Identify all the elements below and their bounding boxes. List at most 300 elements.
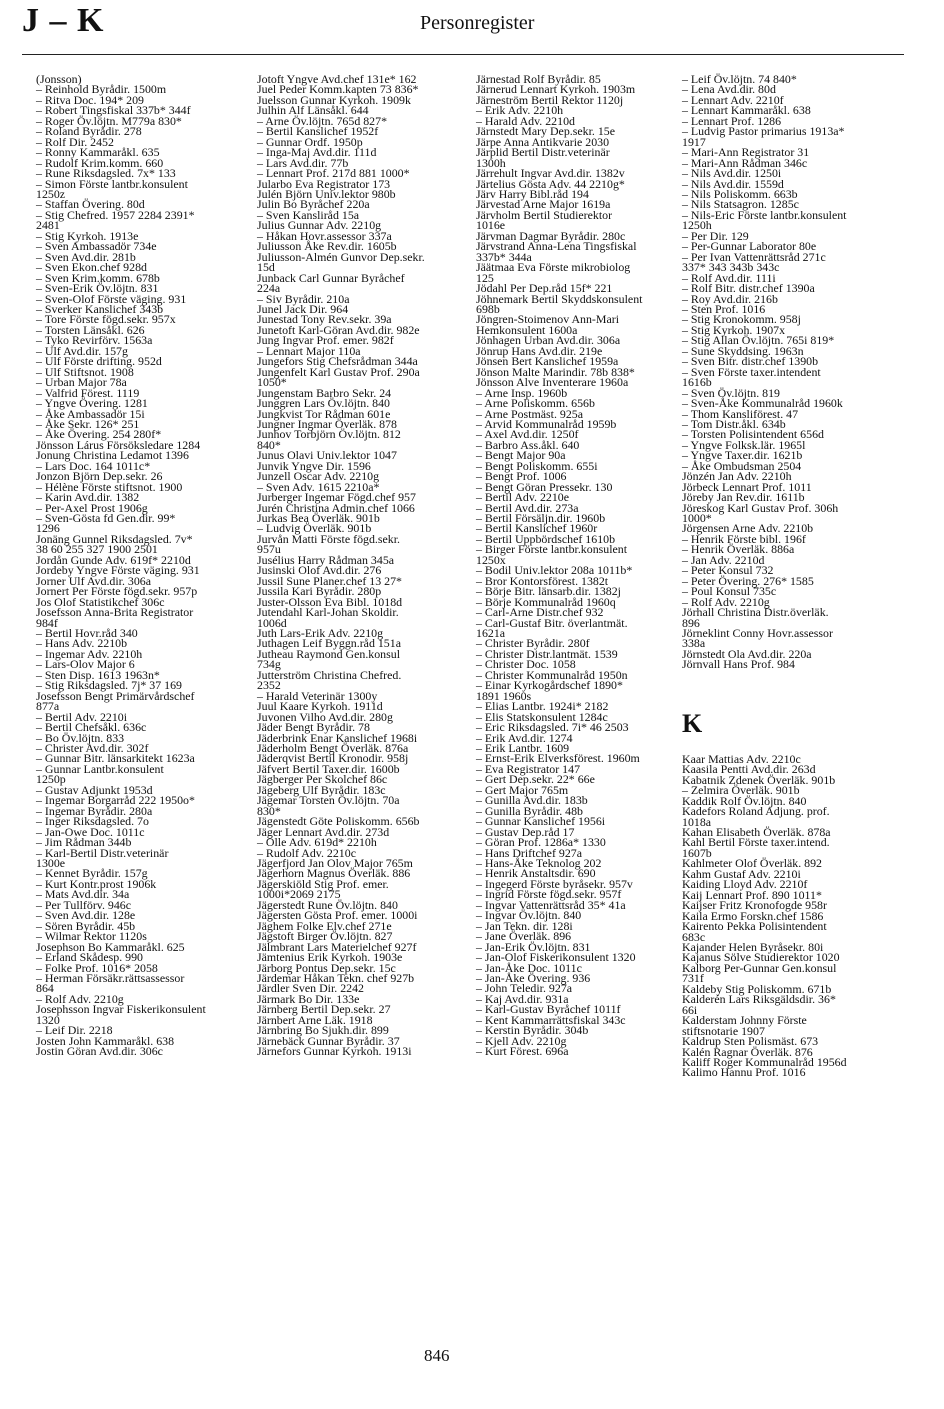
index-entry: – Roger Öv.löjtn. M779a 830* [36,113,182,128]
index-entry: – Jan-Erik Öv.löjtn. 831 [476,939,591,954]
index-entry: 337* 343 343b 343c [682,260,780,275]
index-entry: – Lena Avd.dir. 80d [682,82,776,97]
index-entry: Jönrup Hans Avd.dir. 219e [476,343,603,358]
index-entry: – Jan Adv. 2210d [682,552,765,567]
index-entry: Kaiding Lloyd Adv. 2210f [682,877,808,892]
index-entry: Jussila Kari Byrådir. 280p [257,584,382,599]
index-entry: – Elis Statskonsulent 1284c [476,709,608,724]
index-entry: – Ernst-Erik Elverksförest. 1960m [476,751,640,766]
index-entry: Järborg Pontus Dep.sekr. 15c [257,960,396,975]
index-entry: Jägerstedt Rune Öv.löjtn. 840 [257,897,398,912]
index-entry: Jägerskiöld Stig Prof. emer. [257,876,389,891]
index-entry: 125 [476,270,494,285]
index-entry: – Åke Sekr. 126* 251 [36,416,140,431]
index-entry: – Olle Adv. 619d* 2210h [257,835,377,850]
index-entry: Jornert Per Förste fögd.sekr. 957p [36,584,198,599]
index-entry: Jönzén Jan Adv. 2210h [682,469,792,484]
index-entry: 840* [257,437,281,452]
index-entry: Jönson Malte Marindir. 78b 838* [476,364,635,379]
index-entry: Järmark Bo Dir. 133e [257,991,360,1006]
index-entry: – Per-Gunnar Laborator 80e [682,239,817,254]
index-entry: – Herman Försäkr.rättsassessor [36,970,185,985]
index-entry: – Sven-Åke Kommunalråd 1960k [682,396,843,411]
index-entry: – Ingemar Adv. 2210h [36,646,143,661]
index-entry: – Rolf Adv. 2210g [36,991,124,1006]
index-entry: – Kurt Kontr.prost 1906k [36,876,157,891]
index-entry: – Thom Kansliförest. 47 [682,406,799,421]
index-entry: Jungkvist Tor Rådman 601e [257,406,391,421]
index-entry: Jäderqvist Bertil Kronodir. 958j [257,751,409,766]
index-entry: – Sven-Olof Förste väging. 931 [36,291,187,306]
index-entry: 38 60 255 327 1900 2501 [36,542,158,557]
index-entry: 1250h [682,218,712,233]
index-entry: – Lennart Major 110a [257,343,361,358]
index-entry: Jörneklint Conny Hovr.assessor [682,626,833,641]
index-entry: Julhin Alf Länsåkl. 644 [257,103,369,118]
index-entry: – Sten Prof. 1016 [682,301,766,316]
section-letters: J – K [22,2,105,39]
index-entry: – Stig Kyrkoh. 1913e [36,228,139,243]
index-entry: 698b [476,301,500,316]
index-entry: – Rolf Dir. 2452 [36,134,114,149]
section-heading-k: K [682,708,703,738]
index-entry: Kaliff Roger Kommunalråd 1956d [682,1054,847,1069]
index-entry: Kalén Ragnar Överläk. 876 [682,1044,813,1059]
index-entry: 66i [682,1002,698,1017]
index-entry: 864 [36,981,54,996]
index-entry: – Jan Tekn. dir. 128i [476,918,573,933]
index-entry: – Nils Avd.dir. 1559d [682,176,784,191]
index-entry: – Jane Överläk. 896 [476,929,572,944]
index-entry: – Mari-Ann Registrator 31 [682,145,810,160]
index-entry: Jutendahl Karl-Johan Skoldir. [257,605,399,620]
index-entry: – Rolf Adv. 2210g [682,594,770,609]
index-entry: Jungner Ingmar Överläk. 878 [257,416,398,431]
index-entry: – Torsten Länsåkl. 626 [36,322,145,337]
index-entry: Jägerfjord Jan Olov Major 765m [257,855,413,870]
index-entry: Kaij Lennart Prof. 890 1011* [682,887,822,902]
index-entry: – Börje Kommunalråd 1960q [476,594,616,609]
index-entry: – Eva Registrator 147 [476,761,581,776]
column-2 [257,74,473,1057]
index-entry: Kaijser Fritz Kronofogde 958r [682,898,827,913]
index-entry: Josten John Kammaråkl. 638 [36,1033,175,1048]
index-entry: – Wilmar Rektor 1120s [36,929,147,944]
index-entry: 15d [257,260,275,275]
index-entry: – Siv Byrådir. 210a [257,291,350,306]
index-entry: 1621a [476,626,506,641]
column-4 [682,74,912,1078]
index-entry: Jutterström Christina Chefred. [257,667,402,682]
index-entry: – Kurt Förest. 696a [476,1044,569,1059]
index-entry: Josephson Bo Kammaråkl. 625 [36,939,185,954]
index-entry: Jörbeck Lennart Prof. 1011 [682,479,812,494]
index-entry: – Christer Doc. 1058 [476,657,576,672]
index-entry: – Erik Adv. 2210h [476,103,564,118]
index-entry: – Sven Öv.löjtn. 819 [682,385,780,400]
index-entry: Jönsen Bert Kanslichef 1959a [476,354,619,369]
index-entry: – Gunilla Avd.dir. 183b [476,793,588,808]
index-entry: – Bertil Kanslichef 1952f [257,124,379,139]
index-entry: – Ulf Stiftsnot. 1908 [36,364,134,379]
index-entry: Jägerhorn Magnus Överläk. 886 [257,866,411,881]
index-entry: – Ingemar Borgarråd 222 1950o* [36,793,195,808]
index-entry: – Christer Distr.lantmät. 1539 [476,646,618,661]
index-entry: Jorner Ulf Avd.dir. 306a [36,573,152,588]
index-entry: Junestad Tony Rev.sekr. 39a [257,312,392,327]
index-entry: Kabatnik Zdenek Överläk. 901b [682,772,836,787]
index-entry: Jägeberg Ulf Byrådir. 183c [257,782,386,797]
index-entry: 1250z [36,186,66,201]
index-entry: – Mats Avd.dir. 34a [36,887,130,902]
index-entry: Kahlmeter Olof Överläk. 892 [682,856,822,871]
index-entry: Kalborg Per-Gunnar Gen.konsul [682,960,837,975]
index-entry: Jäderholm Bengt Överläk. 876a [257,741,409,755]
index-entry: – Folke Prof. 1016* 2058 [36,960,158,975]
index-entry: Jostin Göran Avd.dir. 306c [36,1044,163,1059]
index-entry: – Axel Avd.dir. 1250f [476,427,579,442]
index-entry: – Yngve Övering. 1281 [36,396,148,411]
index-entry: Kahm Gustaf Adv. 2210i [682,866,801,881]
index-entry: – Arvid Kommunalråd 1959b [476,416,617,431]
index-entry: – Arne Poliskomm. 656b [476,396,595,411]
index-entry: – Ulf Avd.dir. 157g [36,343,128,358]
index-entry: 1300h [476,155,506,170]
index-entry: Junvik Yngve Dir. 1596 [257,458,371,473]
index-entry: – Per Dir. 129 [682,228,749,243]
index-entry: – Ingvar Öv.löjtn. 840 [476,908,582,923]
index-entry: – Sven Kansliråd 15a [257,207,360,222]
index-entry: Juth Lars-Erik Adv. 2210g [257,626,384,641]
index-entry: Järrehult Ingvar Avd.dir. 1382v [476,166,625,181]
index-entry: Jutheau Raymond Gen.konsul [257,646,401,661]
index-entry: – Sven Förste taxer.intendent [682,364,821,379]
index-entry: – Simon Förste lantbr.konsulent [36,176,188,191]
index-entry: – Åke Ombudsman 2504 [682,458,802,473]
index-entry: – Rolf Bitr. distr.chef 1390a [682,281,815,296]
index-entry: – Kerstin Byrådir. 304b [476,1023,589,1038]
index-entry: Jämtenius Erik Kyrkoh. 1903e [257,950,403,965]
index-entry: – Stig Kyrkoh. 1907x [682,322,786,337]
index-entry: (Jonsson) [36,72,82,86]
page-title: Personregister [420,12,535,34]
index-entry: Kaldrup Sten Polismäst. 673 [682,1034,819,1049]
index-entry: – Nils Poliskomm. 663b [682,186,798,201]
index-entry: – Sten Disp. 1613 1963n* [36,667,160,682]
index-entry: – Kennet Byrådir. 157g [36,866,148,881]
index-entry: – Per Ivan Vattenrättsråd 271c [682,249,826,264]
index-entry: – Lars Avd.dir. 77b [257,155,349,170]
index-entry: – Ingrid Förste fögd.sekr. 957f [476,887,622,902]
index-entry: Järneström Bertil Rektor 1120j [476,92,624,107]
index-entry: 1050* [257,375,287,390]
index-entry: – Erland Skådesp. 990 [36,950,143,965]
index-entry: 1616b [682,375,712,390]
index-entry: Jularbo Eva Registrator 173 [257,176,391,191]
index-entry: – Åke Ambassadör 15i [36,406,145,421]
index-entry: Jörgensen Arne Adv. 2210b [682,521,814,536]
index-entry: – Inger Riksdagsled. 7o [36,814,149,829]
index-entry: Junggren Lars Öv.löjtn. 840 [257,396,390,411]
index-entry: – Gunilla Byrådir. 48b [476,803,584,818]
index-entry: – Henrik Anstaltsdir. 690 [476,866,596,881]
index-entry: – Göran Prof. 1286a* 1330 [476,835,606,850]
index-entry: – Ulf Förste drifting. 952d [36,354,162,369]
index-entry: – Kjell Adv. 2210g [476,1033,567,1048]
index-entry: – Hélène Förste stiftsnot. 1900 [36,479,183,494]
index-entry: – Erik Lantbr. 1609 [476,741,570,755]
index-entry: Jungenfelt Karl Gustav Prof. 290a [257,364,420,379]
index-entry: Järnberg Bertil Dep.sekr. 27 [257,1002,391,1017]
index-entry: – Per Tullförv. 946c [36,897,132,912]
index-entry: – Leif Öv.löjtn. 74 840* [682,72,797,86]
index-entry: – Peter Konsul 732 [682,563,774,578]
index-entry: – Gustav Dep.råd 17 [476,824,575,839]
index-entry: – John Teledir. 927a [476,981,573,996]
index-entry: – Ingegerd Förste byråsekr. 957v [476,876,633,891]
index-entry: 224a [257,281,281,296]
index-entry: Järdler Sven Dir. 2242 [257,981,364,996]
index-entry: 830* [257,803,281,818]
index-entry: Jusélius Harry Rådman 345a [257,552,395,567]
index-entry: – Ludvig Pastor primarius 1913a* [682,124,845,139]
index-entry: – Karin Avd.dir. 1382 [36,490,140,505]
index-entry: Jäfvert Bertil Taxer.dir. 1600b [257,761,400,776]
index-entry: Junel Jack Dir. 964 [257,301,349,316]
index-entry: Järvstrand Anna-Lena Tingsfiskal [476,239,637,254]
index-entry: – Yngve Folksk.lär. 1965l [682,437,806,452]
index-entry: – Håkan Hovr.assessor 337a [257,228,392,243]
index-entry: Jägemar Torsten Öv.löjtn. 70a [257,793,400,808]
index-entry: – Henrik Överläk. 886a [682,542,795,557]
index-entry: – Stig Riksdagsled. 7j* 37 169 [36,678,182,693]
index-entry: 1320 [36,1012,60,1027]
index-entry: – Stig Kronokomm. 958j [682,312,801,327]
index-entry: 957u [257,542,281,557]
index-entry: – Leif Dir. 2218 [36,1023,113,1038]
index-entry: – Peter Övering. 276* 1585 [682,573,814,588]
index-entry: Jönsson Alve Inventerare 1960a [476,375,629,390]
index-entry: 984f [36,615,58,630]
index-entry: Jöreskog Karl Gustav Prof. 306h [682,500,839,515]
index-entry: – Jim Rådman 344b [36,835,132,850]
index-entry: – Ludvig Överläk. 901b [257,521,372,536]
index-entry: – Barbro Ass.åkl. 640 [476,437,580,452]
index-entry: – Kent Kammarrättsfiskal 343c [476,1012,626,1027]
index-entry: Kahl Bertil Förste taxer.intend. [682,835,830,850]
index-entry: Järv Harry Bibl.råd 194 [476,186,589,201]
index-entry: Jurvån Matti Förste fögd.sekr. [257,531,401,546]
index-entry: – Hans-Åke Teknolog 202 [476,855,602,870]
index-entry: – Gunnar Bitr. länsarkitekt 1623a [36,751,195,766]
index-entry: – Gert Dep.sekr. 22* 66e [476,772,595,787]
index-entry: Kadefors Roland Adjung. prof. [682,804,830,819]
index-entry: – Arne Postmäst. 925a [476,406,584,421]
index-entry: Järpe Anna Antikvarie 2030 [476,134,610,149]
column-3 [476,74,676,1057]
index-entry: – Torsten Polisintendent 656d [682,427,824,442]
index-entry: – Bengt Göran Pressekr. 130 [476,479,613,494]
header-rule [22,54,904,55]
index-entry: – Poul Konsul 735c [682,584,777,599]
index-entry: Jotoft Yngve Avd.chef 131e* 162 [257,72,417,86]
index-entry: 734g [257,657,281,672]
index-entry: Josefsson Anna-Brita Registrator [36,605,194,620]
index-entry: Jäghem Folke Elv.chef 271e [257,918,392,933]
index-entry: Jonzon Björn Dep.sekr. 26 [36,469,163,484]
index-entry: – Hans Adv. 2210b [36,636,128,651]
index-entry: Julin Bo Byråchef 220a [257,197,370,212]
index-entry: 337b* 344a [476,249,532,264]
index-entry: – Mari-Ann Rådman 346c [682,155,808,170]
index-entry: – Harald Veterinär 1300y [257,688,378,703]
index-entry: – Sven Ekon.chef 928d [36,260,147,275]
index-entry: – Gunnar Lantbr.konsulent [36,761,164,776]
index-entry: Junetoft Karl-Göran Avd.dir. 982e [257,322,420,337]
index-entry: – Ronny Kammaråkl. 635 [36,145,160,160]
index-entry: – Einar Kyrkogårdschef 1890* [476,678,623,693]
index-entry: Järnbert Arne Läk. 1918 [257,1012,373,1027]
index-entry: 338a [682,636,706,651]
index-entry: – Hans Driftchef 927a [476,845,582,860]
index-entry: Kaasila Pentti Avd.dir. 263d [682,762,816,777]
index-entry: Juul Kaare Kyrkoh. 1911d [257,699,383,714]
index-entry: Jurberger Ingemar Fögd.chef 957 [257,490,416,505]
index-entry: Josefsson Bengt Primärvårdschef [36,688,195,703]
index-entry: Julén Björn Univ.lektor 980b [257,186,396,201]
index-entry: Juel Peder Komm.kapten 73 836* [257,82,419,97]
index-entry: – Bengt Poliskomm. 655i [476,458,598,473]
index-entry: – Bror Kontorsförest. 1382t [476,573,609,588]
index-entry: Järvestad Arne Major 1619a [476,197,611,212]
index-entry: Juliusson Åke Rev.dir. 1605b [257,239,397,254]
index-entry: – Bengt Major 90a [476,448,566,463]
index-entry: 896 [682,615,700,630]
index-entry: Järnstedt Mary Dep.sekr. 15e [476,124,616,139]
index-entry: – Harald Adv. 2210d [476,113,575,128]
index-entry: Järnbring Bo Sjukh.dir. 899 [257,1023,389,1038]
index-entry: Järvman Dagmar Byrådir. 280c [476,228,626,243]
index-entry: Järvholm Bertil Studierektor [476,207,613,222]
index-entry: – Jan-Olof Fiskerikonsulent 1320 [476,950,636,965]
index-entry: Jäger Lennart Avd.dir. 273d [257,824,390,839]
index-entry: – Sven Avd.dir. 281b [36,249,136,264]
index-entry: – Birger Förste lantbr.konsulent [476,542,628,557]
index-entry: 1607b [682,845,712,860]
index-entry: – Sverker Kanslichef 343b [36,301,164,316]
index-entry: – Bertil Chefsåkl. 636c [36,720,147,735]
index-entry: Jörhall Christina Distr.överläk. [682,605,829,620]
index-entry: – Henrik Förste bibl. 196f [682,531,806,546]
index-entry: – Jan-Åke Övering. 936 [476,970,591,985]
index-entry: – Gunnar Kanslichef 1956i [476,814,606,829]
index-entry: Kajander Helen Byråsekr. 80i [682,939,824,954]
index-entry: Josephsson Ingvar Fiskerikonsulent [36,1002,206,1017]
page-number: 846 [424,1346,450,1365]
index-entry: Järnestad Rolf Byrådir. 85 [476,72,601,86]
index-entry: – Rune Riksdagsled. 7x* 133 [36,166,176,181]
index-entry: Jäätmaa Eva Förste mikrobiolog [476,260,631,275]
index-entry: – Karl-Gustav Byråchef 1011f [476,1002,621,1017]
index-entry: Jonung Christina Ledamot 1396 [36,448,189,463]
index-entry: Järdemar Håkan Tekn. chef 927b [257,970,415,985]
index-entry: 1296 [36,521,60,536]
index-entry: – Carl-Gustaf Bitr. överlantmät. [476,615,628,630]
index-entry: – Karl-Bertil Distr.veterinär [36,845,169,860]
index-entry: – Lars Doc. 164 1011c* [36,458,151,473]
index-entry: 1000i*2069 2175 [257,887,341,902]
index-entry: – Sven Krim.komm. 678b [36,270,160,285]
index-entry: Järnerud Lennart Kyrkoh. 1903m [476,82,636,97]
index-entry: 1917 [682,134,706,149]
index-entry: Kaar Mattias Adv. 2210c [682,751,801,766]
index-entry: – Urban Major 78a [36,375,127,390]
index-entry: Kahan Elisabeth Överläk. 878a [682,825,831,839]
index-entry: Jungefors Stig Chefsrådman 344a [257,354,418,369]
index-entry: Jussil Sune Planer.chef 13 27* [257,573,402,588]
index-entry: Järnefors Gunnar Kyrkoh. 1913i [257,1044,412,1059]
index-entry: 1000* [682,511,712,526]
index-entry: Jos Olof Statistikchef 306c [36,594,165,609]
index-entry: – Ritva Doc. 194* 209 [36,92,144,107]
index-entry: – Sven-Gösta fd Gen.dir. 99* [36,511,176,526]
index-entry: – Robert Tingsfiskal 337b* 344f [36,103,191,118]
index-entry: – Bertil Adv. 2210i [36,709,128,724]
index-entry: 683c [682,929,706,944]
index-entry: – Börje Bitr. länsarb.dir. 1382j [476,584,621,599]
index-entry: – Gustav Adjunkt 1953d [36,782,153,797]
index-entry: 1016e [476,218,506,233]
index-entry: – Yngve Taxer.dir. 1621b [682,448,803,463]
index-entry: Jälmbrant Lars Materielchef 927f [257,939,417,954]
index-entry: – Gert Major 765m [476,782,569,797]
index-entry: – Nils-Eric Förste lantbr.konsulent [682,207,847,222]
index-entry: – Arne Öv.löjtn. 765d 827* [257,113,388,128]
index-entry: 2481 [36,218,60,233]
index-entry: Jusinski Olof Avd.dir. 276 [257,563,382,578]
index-entry: – Bertil Hovr.råd 340 [36,626,138,641]
index-entry: – Roy Avd.dir. 216b [682,291,778,306]
index-entry: Jäderbrink Enar Kanslichef 1968i [257,730,418,745]
index-entry: Jägenstedt Göte Poliskomm. 656b [257,814,420,829]
index-entry: 877a [36,699,60,714]
index-entry: – Bodil Univ.lektor 208a 1011b* [476,563,633,578]
index-entry: – Erik Avd.dir. 1274 [476,730,573,745]
index-entry: Kaddik Rolf Öv.löjtn. 840 [682,793,807,808]
index-entry: – Sven Avd.dir. 128e [36,908,136,923]
index-entry: – Rolf Avd.dir. 111i [682,270,776,285]
section-gap [682,670,912,710]
index-entry: – Rudolf Krim.komm. 660 [36,155,164,170]
index-entry: Järplid Bertil Distr.veterinär [476,145,610,160]
index-entry: – Bo Öv.löjtn. 833 [36,730,125,745]
index-entry: – Åke Övering. 254 280f* [36,427,162,442]
index-entry: 1300e [36,855,66,870]
index-entry: – Bertil Försäljn.dir. 1960b [476,511,606,526]
index-entry: – Nils Avd.dir. 1250i [682,166,782,181]
index-entry: 1891 1960s [476,688,532,703]
index-entry: – Tore Förste fögd.sekr. 957x [36,312,176,327]
index-entry: Jörnstedt Ola Avd.dir. 220a [682,646,812,661]
index-entry: – Nils Statsagron. 1285c [682,197,799,212]
index-entry: Junzell Oscar Adv. 2210g [257,469,380,484]
index-entry: – Inga-Maj Avd.dir. 111d [257,145,377,160]
index-entry: – Stig Allan Öv.löjtn. 765i 819* [682,333,835,348]
index-entry: – Bertil Uppbördschef 1610b [476,531,616,546]
index-entry: Juvonen Vilho Avd.dir. 280g [257,709,393,724]
index-entry: 1018a [682,814,712,829]
index-entry: Julius Gunnar Adv. 2210g [257,218,382,233]
